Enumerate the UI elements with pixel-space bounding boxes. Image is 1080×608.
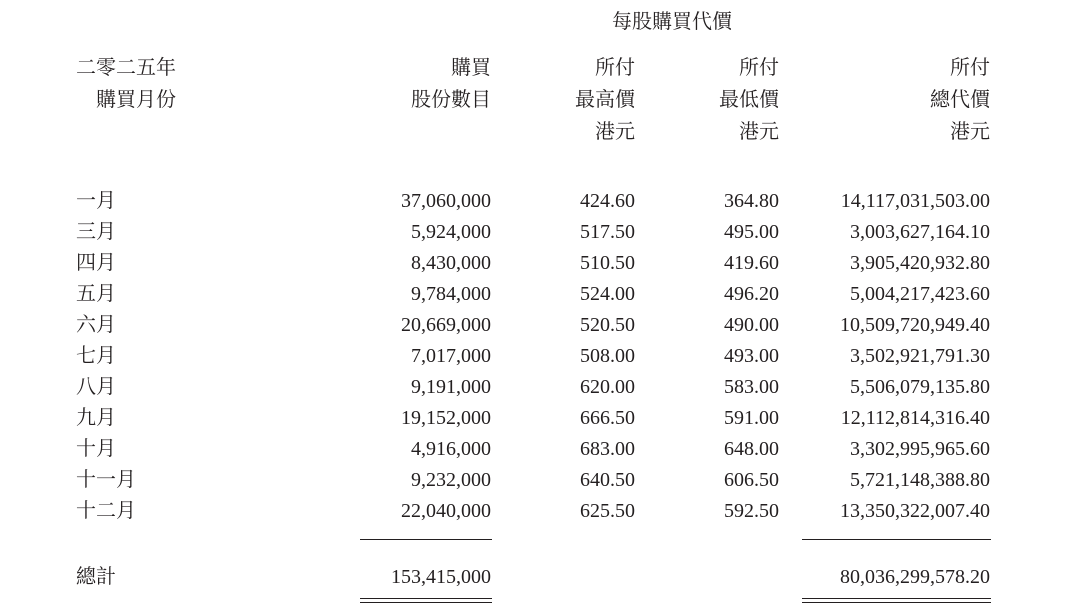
header-high-line-3: 港元: [595, 121, 635, 143]
double-rule-shares-bottom: [360, 602, 492, 603]
row-9-shares: 4,916,000: [411, 438, 491, 460]
header-low-line-3: 港元: [739, 121, 779, 143]
header-high: [575, 52, 635, 148]
double-rule-total-bottom: [802, 602, 991, 603]
row-6-low: 493.00: [724, 345, 779, 367]
row-6-month: 七月: [76, 345, 116, 367]
row-7-low: 583.00: [724, 376, 779, 398]
row-11-shares: 22,040,000: [401, 500, 491, 522]
row-9-high: 683.00: [580, 438, 635, 460]
row-11-low: 592.50: [724, 500, 779, 522]
row-8-total: 12,112,814,316.40: [840, 407, 990, 429]
row-2-shares: 5,924,000: [411, 221, 491, 243]
row-8-month: 九月: [76, 407, 116, 429]
row-4-high: 524.00: [580, 283, 635, 305]
row-10-month: 十一月: [76, 469, 136, 491]
row-1-low: 364.80: [724, 190, 779, 212]
row-1-shares: 37,060,000: [401, 190, 491, 212]
totals-total: 80,036,299,578.20: [840, 566, 990, 588]
row-10-high: 640.50: [580, 469, 635, 491]
header-month-line-2: 購買月份: [96, 89, 176, 111]
header-total-line-1: 所付: [950, 57, 990, 79]
row-4-total: 5,004,217,423.60: [850, 283, 990, 305]
row-7-shares: 9,191,000: [411, 376, 491, 398]
row-5-high: 520.50: [580, 314, 635, 336]
header-high-line-1: 所付: [595, 57, 635, 79]
totals-shares: 153,415,000: [391, 566, 491, 588]
row-10-shares: 9,232,000: [411, 469, 491, 491]
header-total-line-3: 港元: [950, 121, 990, 143]
row-3-low: 419.60: [724, 252, 779, 274]
row-9-month: 十月: [76, 438, 116, 460]
header-low: [719, 52, 779, 148]
row-7-month: 八月: [76, 376, 116, 398]
row-5-total: 10,509,720,949.40: [840, 314, 990, 336]
header-total: [930, 52, 990, 148]
row-11-month: 十二月: [76, 500, 136, 522]
row-2-total: 3,003,627,164.10: [850, 221, 990, 243]
row-8-low: 591.00: [724, 407, 779, 429]
row-3-total: 3,905,420,932.80: [850, 252, 990, 274]
row-7-high: 620.00: [580, 376, 635, 398]
row-3-month: 四月: [76, 252, 116, 274]
subtotal-rule-shares: [360, 539, 492, 540]
header-high-line-2: 最高價: [575, 89, 635, 111]
row-4-shares: 9,784,000: [411, 283, 491, 305]
header-month-line-1: 二零二五年: [76, 57, 176, 79]
row-9-low: 648.00: [724, 438, 779, 460]
double-rule-shares-top: [360, 598, 492, 599]
group-header: 每股購買代價: [612, 11, 732, 33]
row-2-high: 517.50: [580, 221, 635, 243]
row-5-shares: 20,669,000: [401, 314, 491, 336]
totals-label: 總計: [76, 566, 116, 588]
row-11-total: 13,350,322,007.40: [840, 500, 990, 522]
double-rule-total-top: [802, 598, 991, 599]
row-4-low: 496.20: [724, 283, 779, 305]
row-2-month: 三月: [76, 221, 116, 243]
header-low-line-2: 最低價: [719, 89, 779, 111]
row-5-low: 490.00: [724, 314, 779, 336]
header-total-line-2: 總代價: [930, 89, 990, 111]
row-6-shares: 7,017,000: [411, 345, 491, 367]
row-2-low: 495.00: [724, 221, 779, 243]
row-7-total: 5,506,079,135.80: [850, 376, 990, 398]
row-11-high: 625.50: [580, 500, 635, 522]
row-10-low: 606.50: [724, 469, 779, 491]
row-8-high: 666.50: [580, 407, 635, 429]
row-6-total: 3,502,921,791.30: [850, 345, 990, 367]
header-shares-line-1: 購買: [451, 57, 491, 79]
header-month: [76, 52, 176, 116]
row-6-high: 508.00: [580, 345, 635, 367]
subtotal-rule-total: [802, 539, 991, 540]
header-low-line-1: 所付: [739, 57, 779, 79]
row-4-month: 五月: [76, 283, 116, 305]
row-10-total: 5,721,148,388.80: [850, 469, 990, 491]
row-5-month: 六月: [76, 314, 116, 336]
row-3-high: 510.50: [580, 252, 635, 274]
header-shares-line-2: 股份數目: [411, 89, 491, 111]
row-9-total: 3,302,995,965.60: [850, 438, 990, 460]
header-shares: [411, 52, 491, 116]
row-1-total: 14,117,031,503.00: [840, 190, 990, 212]
row-1-high: 424.60: [580, 190, 635, 212]
row-8-shares: 19,152,000: [401, 407, 491, 429]
row-1-month: 一月: [76, 190, 116, 212]
row-3-shares: 8,430,000: [411, 252, 491, 274]
